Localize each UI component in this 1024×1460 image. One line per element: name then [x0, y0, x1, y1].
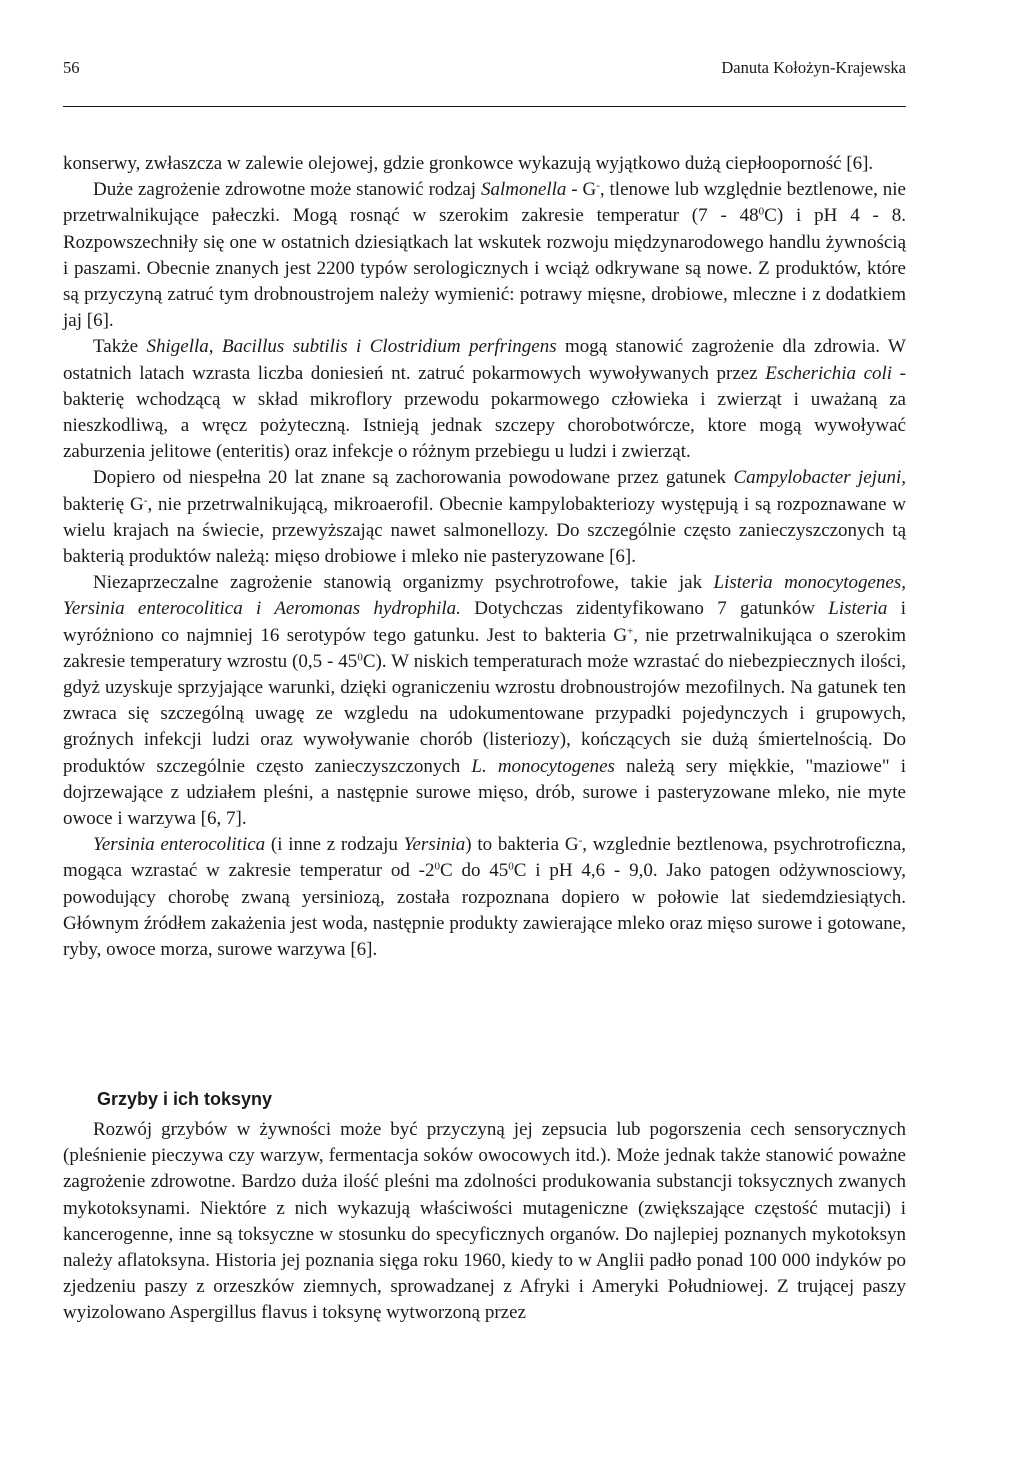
running-head-author: Danuta Kołożyn-Krajewska: [721, 58, 906, 77]
running-header: [63, 58, 906, 82]
section-heading: Grzyby i ich toksyny: [97, 1089, 273, 1109]
page-number: 56: [63, 58, 80, 77]
main-text: [63, 151, 906, 963]
paragraph-continuation: konserwy, zwłaszcza w zalewie olejowej, gdzie gronkowce wykazują wyjątkowo dużą ciepłooporność [6].: [63, 153, 874, 174]
paragraph-yersinia: Yersinia enterocolitica (i inne z rodzaju Yersinia) to bakteria G-, wzglednie beztlenowa, psychrotroficzna, mogąca wzrastać w zakresie temperatur od $-2^0C$ do $45^0C$ i pH 4,6 - 9,0. Jako patogen odżywnosciowy, powodujący chorobę zwaną yersiniozą, została rozpoznana dopiero w połowie lat siedemdziesiątych. Głównym źródłem zakażenia jest woda, następnie produkty zawierające mleko oraz mięso surowe i gotowane, ryby, owoce morza, surowe warzywa [6].: [63, 834, 906, 961]
paragraph-campylobacter: Dopiero od niespełna 20 lat znane są zachorowania powodowane przez gatunek Campylobacter jejuni, bakterię G-, nie przetrwalnikującą, mikroaerofil. Obecnie kampylobakteriozy występują i są rozpoznawane w wielu krajach na świecie, przewyższając nawet salmonellozy. Do szczególnie często zanieczyszczonych tą bakterią produktów należą: mięso drobiowe i mleko nie pasteryzowane [6].: [63, 467, 907, 568]
paragraph-salmonella: Duże zagrożenie zdrowotne może stanowić rodzaj Salmonella - G-, tlenowe lub względnie beztlenowe, nie przetrwalnikujące pałeczki. Mogą rosnąć w szerokim zakresie temperatur $(7 - 48^0C)$ i pH 4 - 8. Rozpowszechniły się one w ostatnich dziesiątkach lat wskutek rozwoju międzynarodowego handlu żywnością i paszami. Obecnie znanych jest 2200 typów serologicznych i wciąż odkrywane są nowe. Z produktów, które są przyczyną zatruć tym drobnoustrojem należy wymienić: potrawy mięsne, drobiowe, mleczne i z dodatkiem jaj [6].: [63, 179, 906, 332]
section-text: [63, 1117, 906, 1327]
header-rule: [63, 106, 906, 107]
paragraph-listeria: Niezaprzeczalne zagrożenie stanowią organizmy psychrotrofowe, takie jak Listeria monocytogenes, Yersinia enterocolitica i Aeromonas hydrophila. Dotychczas zidentyfikowano 7 gatunków Listeria i wyróżniono co najmniej 16 serotypów tego gatunku. Jest to bakteria G+, nie przetrwalnikująca o szerokim zakresie temperatury wzrostu $(0,5 - 45^0C)$. W niskich temperaturach może wzrastać do niebezpiecznych ilości, gdyż uzyskuje sprzyjające warunki, dzięki ograniczeniu wzrostu drobnoustrojów mezofilnych. Na gatunek ten zwraca się szczególną uwagę ze wzgledu na udokumentowane przypadki pojedynczych i grupowych, groźnych infekcji ludzi oraz wywoływanie chorób (listeriozy), kończących sie dużą śmiertelnością. Do produktów szczególnie często zanieczyszczonych L. monocytogenes należą sery miękkie, "maziowe" i dojrzewające z udziałem pleśni, a następnie surowe mięso, drób, surowe i pasteryzowane mleko, nie myte owoce i warzywa [6, 7].: [63, 572, 907, 830]
paragraph-fungi: Rozwój grzybów w żywności może być przyczyną jej zepsucia lub pogorszenia cech sensorycznych (pleśnienie pieczywa czy warzyw, fermentacja soków owocowych itd.). Może jednak także stanowić poważne zagrożenie zdrowotne. Bardzo duża ilość pleśni ma zdolności produkowania substancji toksycznych zwanych mykotoksynami. Niektóre z nich wykazują właściwości mutageniczne (zwiększające częstość mutacji) i kancerogenne, inne są toksyczne w stosunku do specyficznych organów. Do najlepiej poznanych mykotoksyn należy aflatoksyna. Historia jej poznania sięga roku 1960, kiedy to w Anglii padło ponad 100 000 indyków po zjedzeniu paszy z orzeszków ziemnych, sprowadzanej z Afryki i Ameryki Południowej. Z trującej paszy wyizolowano Aspergillus flavus i toksynę wytworzoną przez: [63, 1119, 906, 1324]
paragraph-shigella: Także Shigella, Bacillus subtilis i Clostridium perfringens mogą stanowić zagrożenie dla zdrowia. W ostatnich latach wzrasta liczba doniesień nt. zatruć pokarmowych wywoływanych przez Escherichia coli - bakterię wchodzącą w skład mikroflory przewodu pokarmowego człowieka i zwierząt i uważaną za nieszkodliwą, a wręcz pożyteczną. Istnieją jednak szczepy chorobotwórcze, ktore mogą wywoływać zaburzenia jelitowe (enteritis) oraz infekcje o różnym przebiegu u ludzi i zwierząt.: [63, 336, 906, 463]
